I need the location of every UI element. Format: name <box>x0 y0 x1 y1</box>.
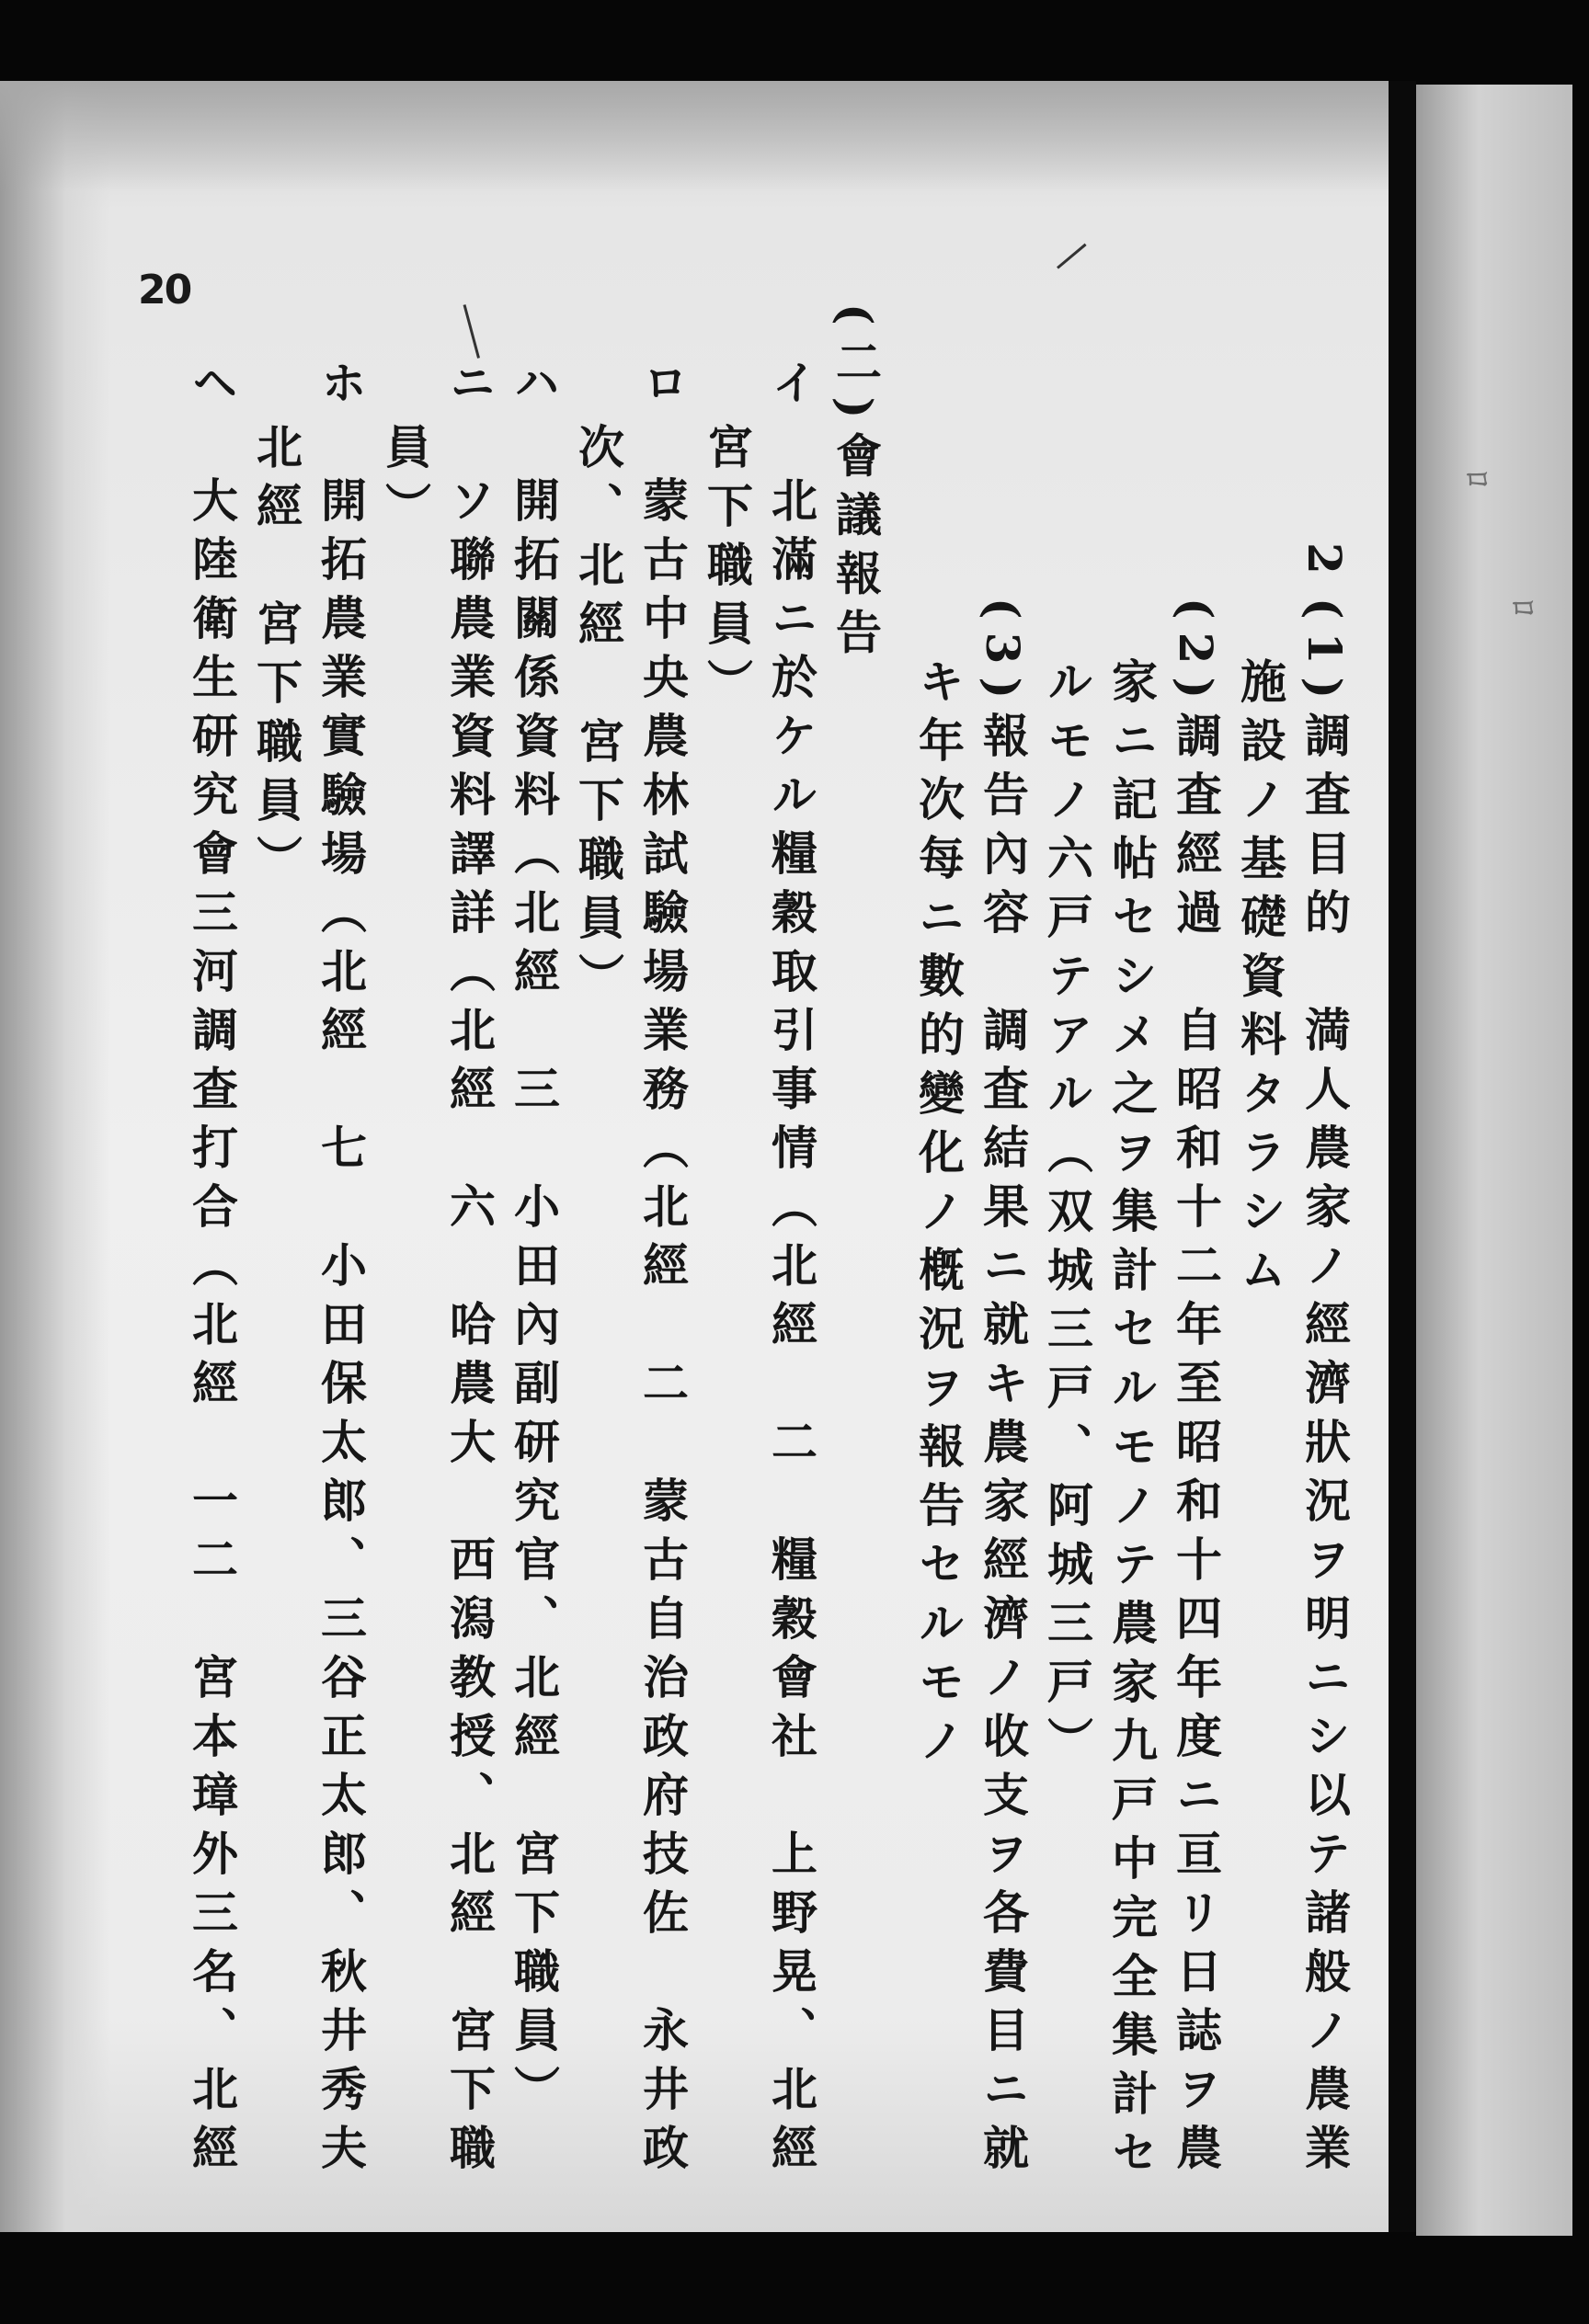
text-column: 宮下職員） <box>700 423 754 717</box>
text-column: (二)會議報告 <box>829 303 883 667</box>
adjacent-page-mark: ﾛ <box>1503 599 1541 616</box>
text-column: 次、北經 宮下職員） <box>571 423 625 1011</box>
text-column: 家ニ記帖セシメ之ヲ集計セルモノテ農家九戸中完全集計セ <box>1104 657 1159 2187</box>
text-column: キ年次每ニ數的變化ノ槪況ヲ報告セルモノ <box>911 657 966 1775</box>
text-column: (2)調査經過 自昭和十二年至昭和十四年度ニ亘リ日誌ヲ農 <box>1169 598 1223 2183</box>
adjacent-page-mark: ﾛ <box>1458 471 1495 487</box>
text-column: 施設ノ基礎資料タラシム <box>1233 657 1287 1304</box>
book-spine <box>1389 81 1416 2232</box>
text-column: ホ 開拓農業實驗場（北經 七 小田保太郎、三谷正太郎、秋井秀夫 <box>314 359 368 2182</box>
page-shadow-left <box>0 81 110 2232</box>
adjacent-page-edge <box>1416 85 1572 2236</box>
text-column: ハ 開拓關係資料（北經 三 小田內副研究官、北經 宮下職員） <box>507 359 561 2124</box>
text-column: 2 <box>1297 542 1352 587</box>
page-shadow-top <box>0 81 1405 191</box>
text-column: ヘ 大陸衛生研究會三河調查打合（北經 一二 宮本璋外三名、北經 <box>185 359 239 2182</box>
text-column: (3)報告內容 調査結果ニ就キ農家經濟ノ收支ヲ各費目ニ就 <box>976 598 1030 2183</box>
text-column: ニ ソ聯農業資料譯詳（北經 六 哈農大 西潟教授、北經 宮下職 <box>442 359 497 2182</box>
text-column: 北經 宮下職員） <box>249 423 303 894</box>
text-column: (1)調査目的 満人農家ノ經濟狀況ヲ明ニシ以テ諸般ノ農業 <box>1297 598 1352 2183</box>
text-column: 員） <box>378 423 432 541</box>
page-number: 20 <box>138 267 191 313</box>
text-column: イ 北滿ニ於ケル糧穀取引事情（北經 二 糧穀會社 上野晃、北經 <box>764 359 818 2182</box>
text-column: ルモノ六戸テアル（双城三戸、阿城三戸） <box>1040 657 1094 1775</box>
text-column: ロ 蒙古中央農林試驗場業務（北經 二 蒙古自治政府技佐 永井政 <box>635 359 690 2182</box>
